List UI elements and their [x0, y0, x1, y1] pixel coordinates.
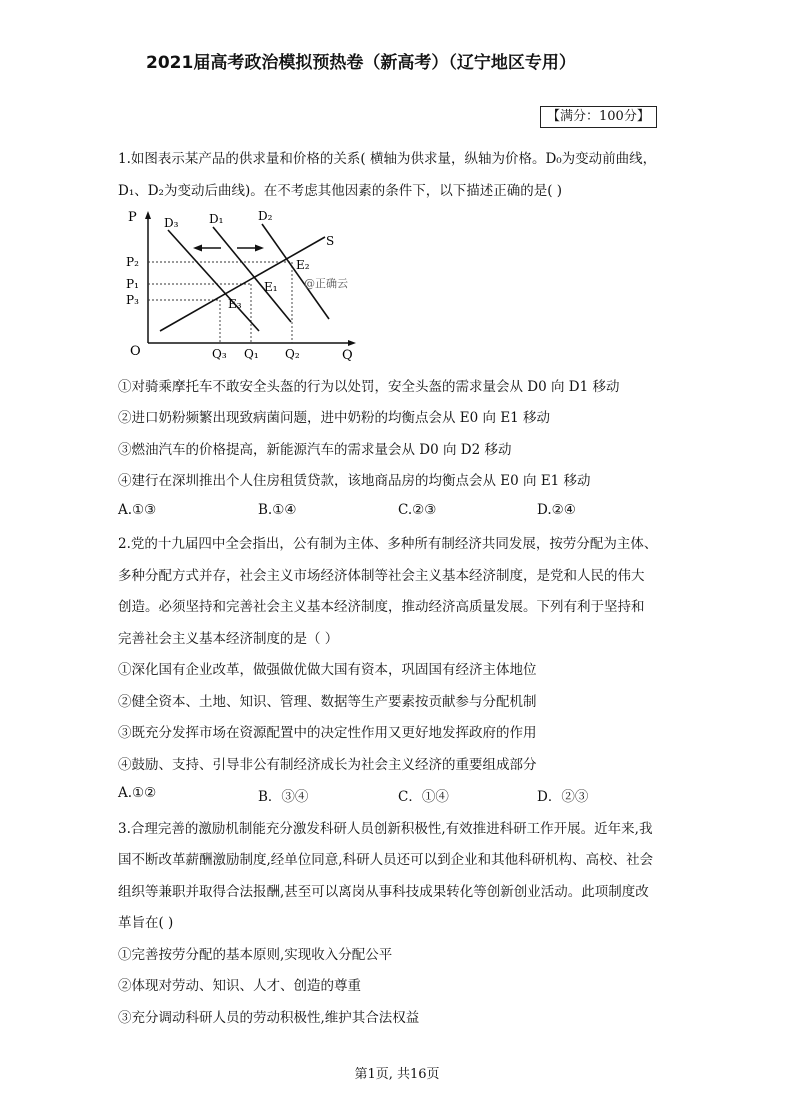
label-d2: D₂ — [258, 209, 273, 223]
q2-line-1: 2.党的十九届四中全会指出，公有制为主体、多种所有制经济共同发展，按劳分配为主体、 — [118, 536, 658, 552]
q1-item-2: ②进口奶粉频繁出现致病菌问题，进中奶粉的均衡点会从 E0 向 E1 移动 — [118, 410, 551, 426]
label-e2: E₂ — [296, 258, 310, 272]
label-e1: E₁ — [264, 280, 278, 294]
q1-item-4: ④建行在深圳推出个人住房租赁贷款，该地商品房的均衡点会从 E0 向 E1 移动 — [118, 473, 591, 489]
q2-option-c: C．①④ — [398, 789, 449, 805]
q2-line-2: 多种分配方式并存，社会主义市场经济体制等社会主义基本经济制度，是党和人民的伟大 — [118, 568, 645, 584]
label-d1: D₁ — [209, 212, 224, 226]
q1-option-b: B.①④ — [258, 502, 297, 518]
page-footer: 第1页, 共16页 — [354, 1067, 440, 1082]
score-box: 【满分：100分】 — [540, 106, 657, 128]
shift-right-arrowhead — [255, 245, 264, 252]
curve-d1 — [213, 227, 291, 322]
q3-line-2: 国不断改革薪酬激励制度,经单位同意,科研人员还可以到企业和其他科研机构、高校、社会 — [118, 852, 654, 868]
shift-left-arrowhead — [193, 245, 202, 252]
tick-p2: P₂ — [126, 255, 139, 269]
q2-option-a: A.①② — [118, 785, 157, 801]
tick-q1: Q₁ — [244, 347, 259, 361]
q3-line-4: 革旨在( ) — [118, 915, 174, 931]
page-title: 2021届高考政治模拟预热卷（新高考）（辽宁地区专用） — [146, 53, 576, 73]
q-axis-label: Q — [342, 348, 353, 363]
q2-line-4: 完善社会主义基本经济制度的是（ ） — [118, 631, 339, 647]
tick-q2: Q₂ — [285, 347, 300, 361]
q3-line-3: 组织等兼职并取得合法报酬,甚至可以离岗从事科技成果转化等创新创业活动。此项制度改 — [118, 884, 649, 900]
q2-item-4: ④鼓励、支持、引导非公有制经济成长为社会主义经济的重要组成部分 — [118, 757, 537, 773]
tick-p1: P₁ — [126, 277, 139, 291]
q1-item-1: ①对骑乘摩托车不敢安全头盔的行为以处罚，安全头盔的需求量会从 D0 向 D1 移动 — [118, 379, 620, 395]
q3-item-3: ③充分调动科研人员的劳动积极性,维护其合法权益 — [118, 1010, 420, 1026]
q-axis-arrow — [348, 340, 356, 346]
p-axis-arrow — [145, 211, 151, 219]
q1-option-c: C.②③ — [398, 502, 437, 518]
supply-demand-chart — [118, 205, 368, 365]
label-s: S — [326, 234, 335, 248]
q2-item-1: ①深化国有企业改革，做强做优做大国有资本，巩固国有经济主体地位 — [118, 662, 537, 678]
origin-label: O — [130, 344, 141, 359]
q1-stem-line-1: 1.如图表示某产品的供求量和价格的关系( 横轴为供求量，纵轴为价格。D₀为变动前曲线， — [118, 151, 657, 167]
tick-q3: Q₃ — [212, 347, 227, 361]
q2-option-d: D．②③ — [537, 789, 589, 805]
q1-option-a: A.①③ — [118, 502, 157, 518]
q3-line-1: 3.合理完善的激励机制能充分激发科研人员创新积极性,有效推进科研工作开展。近年来,我 — [118, 821, 653, 837]
q1-item-3: ③燃油汽车的价格提高，新能源汽车的需求量会从 D0 向 D2 移动 — [118, 442, 512, 458]
watermark: @正确云 — [304, 277, 348, 290]
label-d3: D₃ — [164, 216, 179, 230]
q2-item-3: ③既充分发挥市场在资源配置中的决定性作用又更好地发挥政府的作用 — [118, 725, 537, 741]
q3-item-1: ①完善按劳分配的基本原则,实现收入分配公平 — [118, 947, 393, 963]
label-e3: E₃ — [228, 297, 242, 311]
q1-option-d: D.②④ — [537, 502, 576, 518]
q2-item-2: ②健全资本、土地、知识、管理、数据等生产要素按贡献参与分配机制 — [118, 694, 537, 710]
q1-stem-line-2: D₁、D₂为变动后曲线)。在不考虑其他因素的条件下，以下描述正确的是( ) — [118, 183, 563, 199]
tick-p3: P₃ — [126, 293, 139, 307]
p-axis-label: P — [128, 210, 137, 225]
q2-option-b: B．③④ — [258, 789, 309, 805]
q3-item-2: ②体现对劳动、知识、人才、创造的尊重 — [118, 978, 361, 994]
curve-d3 — [168, 230, 259, 331]
q2-line-3: 创造。必须坚持和完善社会主义基本经济制度，推动经济高质量发展。下列有利于坚持和 — [118, 599, 645, 615]
